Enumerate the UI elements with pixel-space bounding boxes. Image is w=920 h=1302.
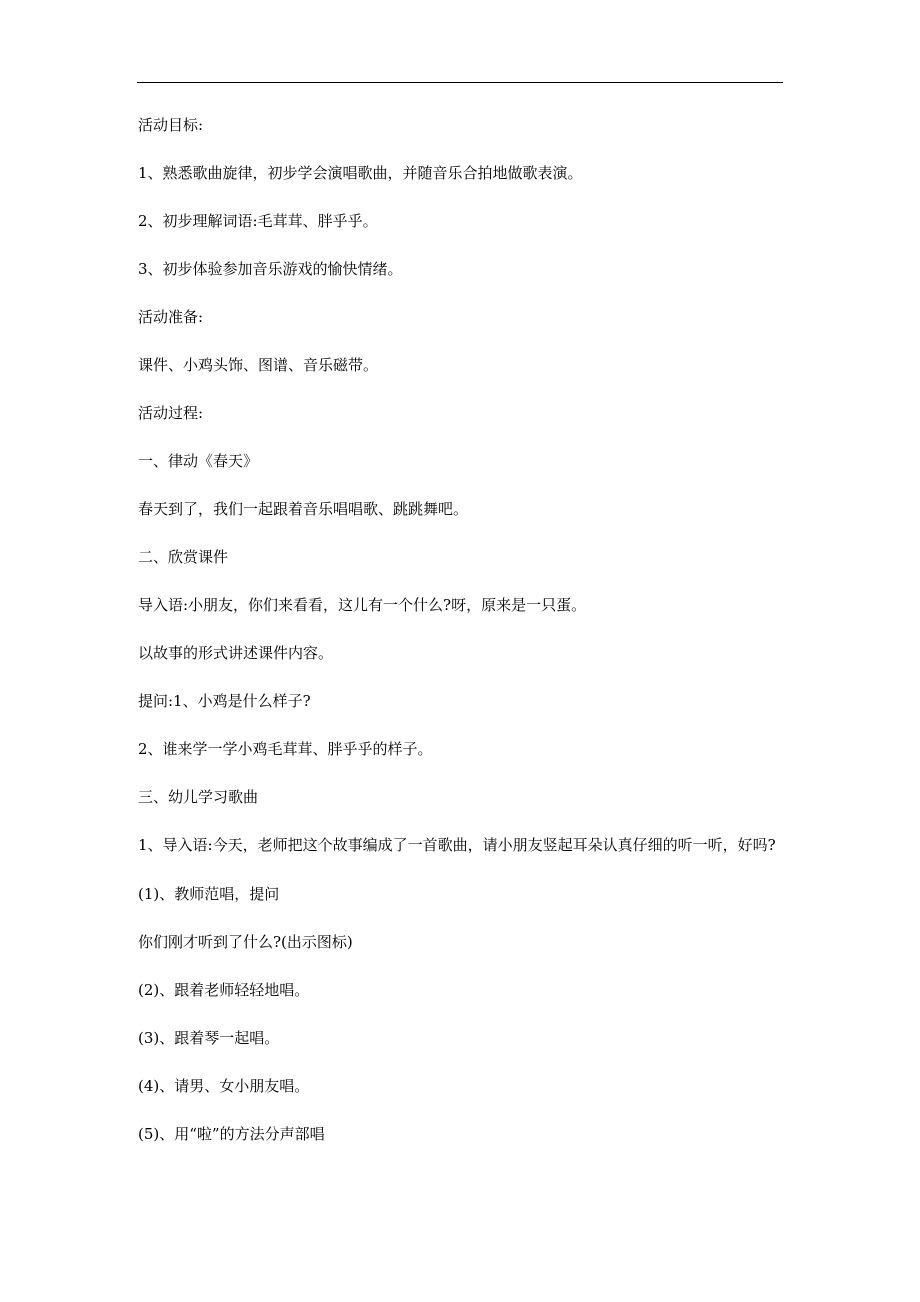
step-3-sub-3: (3)、跟着琴一起唱。 bbox=[138, 1029, 280, 1047]
header-rule bbox=[137, 82, 783, 83]
goal-item-2: 2、初步理解词语:毛茸茸、胖乎乎。 bbox=[138, 212, 378, 230]
step-2-intro: 导入语:小朋友，你们来看看，这儿有一个什么?呀，原来是一只蛋。 bbox=[138, 596, 587, 614]
step-3-intro: 1、导入语:今天，老师把这个故事编成了一首歌曲，请小朋友竖起耳朵认真仔细的听一听，好吗? bbox=[138, 836, 776, 854]
step-2-question-2: 2、谁来学一学小鸡毛茸茸、胖乎乎的样子。 bbox=[138, 740, 433, 758]
step-heading-2: 二、欣赏课件 bbox=[138, 548, 229, 566]
step-3-sub-1: (1)、教师范唱，提问 bbox=[138, 885, 280, 903]
step-heading-1: 一、律动《春天》 bbox=[138, 452, 259, 470]
section-heading-goals: 活动目标: bbox=[138, 116, 204, 134]
step-heading-3: 三、幼儿学习歌曲 bbox=[138, 788, 259, 806]
section-heading-preparation: 活动准备: bbox=[138, 308, 204, 326]
section-heading-process: 活动过程: bbox=[138, 404, 204, 422]
step-3-sub-1-question: 你们刚才听到了什么?(出示图标) bbox=[138, 933, 353, 951]
goal-item-3: 3、初步体验参加音乐游戏的愉快情绪。 bbox=[138, 260, 403, 278]
step-3-sub-2: (2)、跟着老师轻轻地唱。 bbox=[138, 981, 310, 999]
step-3-sub-4: (4)、请男、女小朋友唱。 bbox=[138, 1077, 310, 1095]
step-1-text: 春天到了，我们一起跟着音乐唱唱歌、跳跳舞吧。 bbox=[138, 500, 469, 518]
step-3-sub-5: (5)、用“啦”的方法分声部唱 bbox=[138, 1125, 325, 1143]
goal-item-1: 1、熟悉歌曲旋律，初步学会演唱歌曲，并随音乐合拍地做歌表演。 bbox=[138, 164, 583, 182]
step-2-story: 以故事的形式讲述课件内容。 bbox=[138, 644, 334, 662]
document-body bbox=[138, 113, 788, 1170]
step-2-question-1: 提问:1、小鸡是什么样子? bbox=[138, 692, 311, 710]
preparation-materials: 课件、小鸡头饰、图谱、音乐磁带。 bbox=[138, 356, 379, 374]
